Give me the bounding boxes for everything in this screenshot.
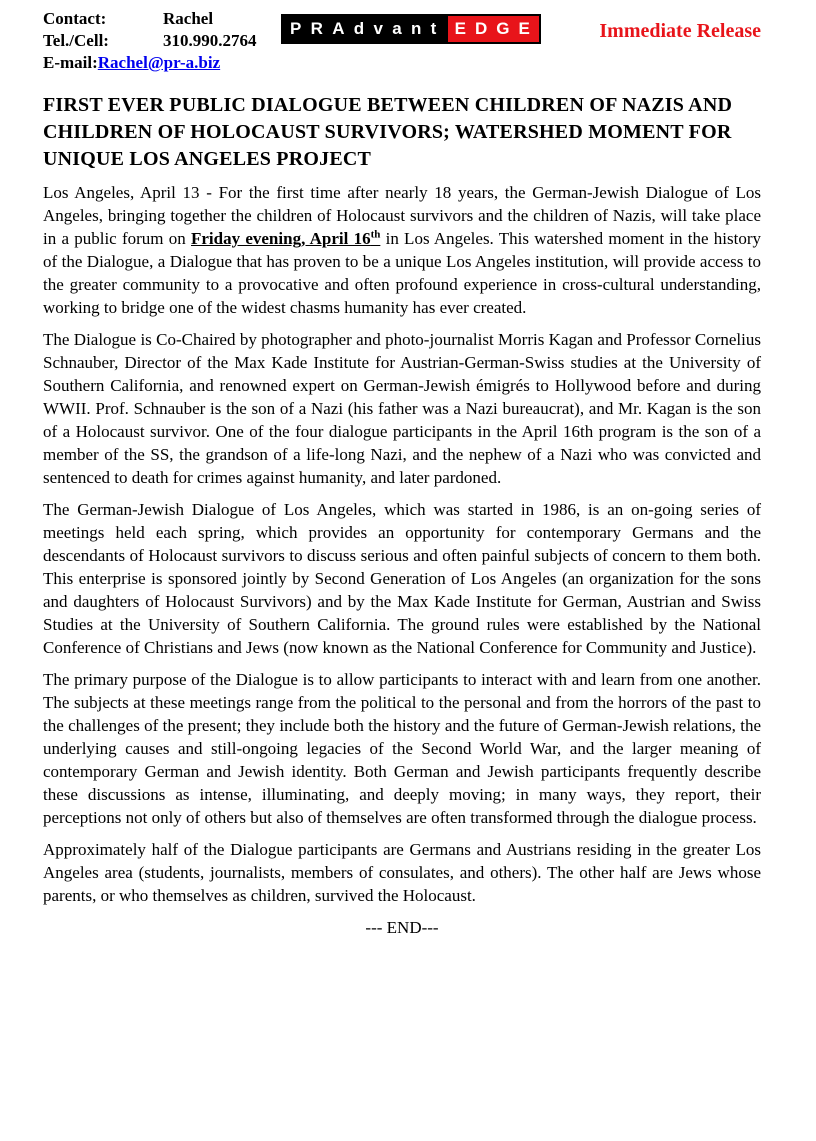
paragraph-1-after: in Los Angeles. This watershed moment in the history of the Dialogue, a Dialogue that has proven to be a unique Los Angeles institution, will provide access to the greater community to a provocative and often profound experience in cross-cultural understanding, working to bridge one of the widest chasms humanity has ever created.: [43, 229, 761, 317]
contact-block: [43, 8, 257, 74]
logo-text-pradvant: PRAdvant: [283, 16, 448, 42]
paragraph-1: [43, 181, 761, 319]
contact-name: Rachel: [163, 9, 214, 28]
paragraph-1-before: Los Angeles, April 13 - For the first time after nearly 18 years, the German-Jewish Dialogue of Los Angeles, bringing together the children of Holocaust survivors and the children of Nazis, will take place in a public forum on: [43, 183, 761, 248]
press-release-page: [43, 8, 761, 938]
event-date-suffix: th: [370, 228, 381, 241]
paragraph-2: The Dialogue is Co-Chaired by photographer and photo-journalist Morris Kagan and Professor Cornelius Schnauber, Director of the Max Kade Institute for Austrian-German-Swiss studies at the University of Southern California, and renowned expert on German-Jewish émigrés to Hollywood before and during WWII. Prof. Schnauber is the son of a Nazi (his father was a Nazi bureaucrat), and Mr. Kagan is the son of a Holocaust survivor. One of the four dialogue participants in the April 16th program is the son of a member of the SS, the grandson of a life-long Nazi, and the nephew of a Nazi who was convicted and sentenced to death for crimes against humanity, and later pardoned.: [43, 330, 761, 487]
event-date-text: Friday evening, April 16: [191, 229, 371, 248]
immediate-release-label: Immediate Release: [599, 20, 761, 42]
pradvantedge-logo: [281, 14, 541, 44]
tel-number: 310.990.2764: [163, 31, 257, 50]
headline: FIRST EVER PUBLIC DIALOGUE BETWEEN CHILDREN OF NAZIS AND CHILDREN OF HOLOCAUST SURVIVORS; WATERSHED MOMENT FOR UNIQUE LOS ANGELES PROJECT: [43, 94, 733, 170]
paragraph-4: The primary purpose of the Dialogue is to allow participants to interact with and learn from one another. The subjects at these meetings range from the political to the personal and from the horrors of the past to the challenges of the present; they include both the history and the future of German-Jewish relations, the underlying causes and still-ongoing legacies of the Second World War, and the larger meaning of contemporary German and Jewish identity. Both German and Jewish participants frequently describe these discussions as intense, illuminating, and deeply moving; in many ways, they report, their perceptions not only of others but also of themselves are often transformed through the dialogue process.: [43, 670, 761, 827]
email-link[interactable]: Rachel@pr-a.biz: [97, 53, 221, 72]
event-date-highlight: [191, 229, 380, 248]
paragraph-3: The German-Jewish Dialogue of Los Angeles, which was started in 1986, is an on-going series of meetings held each spring, which provides an opportunity for contemporary Germans and the descendants of Holocaust survivors to discuss serious and often painful subjects of concern to them both. This enterprise is sponsored jointly by Second Generation of Los Angeles (an organization for the sons and daughters of Holocaust Survivors) and by the Max Kade Institute for German, Austrian and Swiss Studies at the University of Southern California. The ground rules were established by the National Conference of Christians and Jews (now known as the National Conference for Community and Justice).: [43, 500, 761, 657]
logo-text-edge: EDGE: [448, 16, 539, 42]
end-marker: --- END---: [365, 918, 439, 937]
contact-label: Contact:: [43, 9, 107, 28]
email-label: E-mail:: [43, 53, 98, 72]
paragraph-5: Approximately half of the Dialogue participants are Germans and Austrians residing in the greater Los Angeles area (students, journalists, members of consulates, and others). The other half are Jews whose parents, or who themselves as children, survived the Holocaust.: [43, 840, 761, 905]
tel-label: Tel./Cell:: [43, 31, 109, 50]
header: [43, 8, 761, 74]
